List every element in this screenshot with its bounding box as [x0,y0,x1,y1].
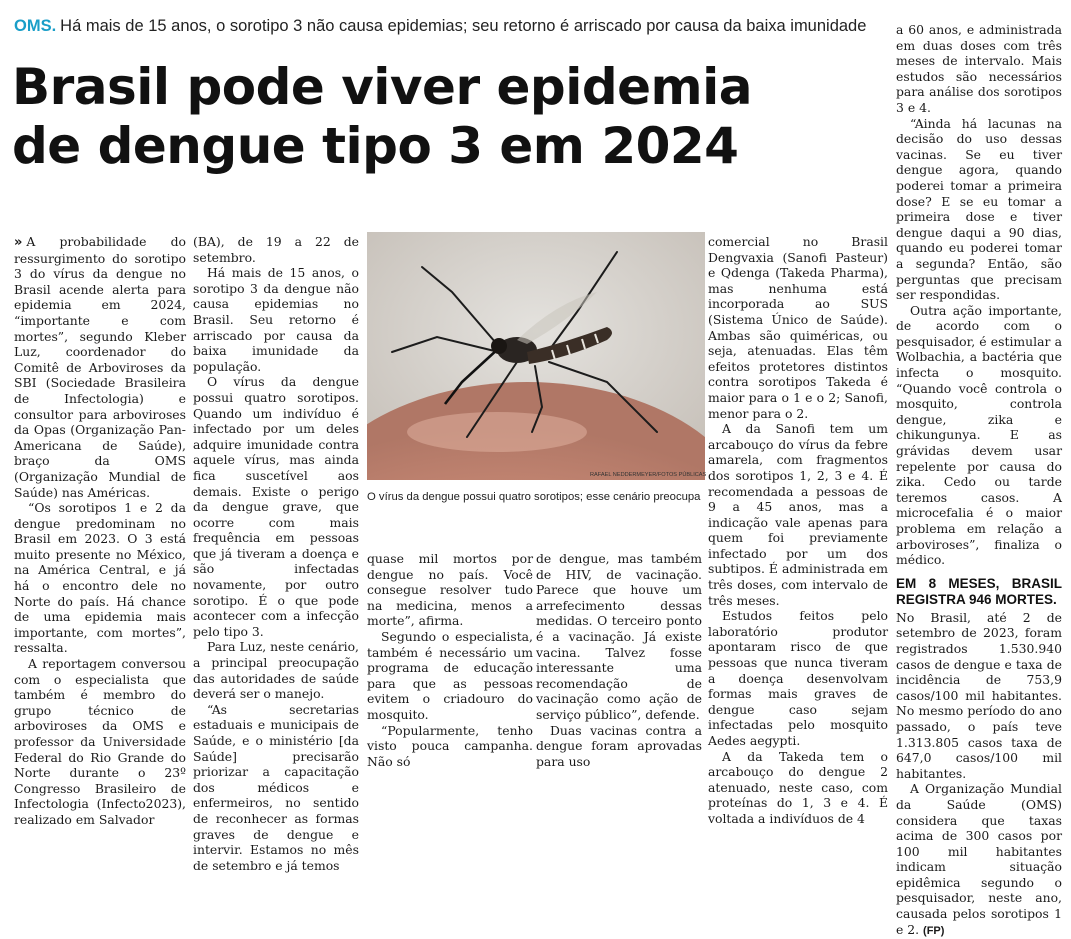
paragraph: de dengue, mas também de HIV, de vacinação. Parece que houve um arrefecimento dessas medidas. O terceiro ponto é a vacinação. Já existe vacina. Talvez fosse interessante uma recomendação de vacinação como ação de serviço público”, defende. [536,551,702,722]
paragraph: (BA), de 19 a 22 de setembro. [193,234,359,265]
article-column-6 [896,22,1062,939]
headline [12,58,892,176]
kicker [14,16,890,36]
article-column-5 [708,234,888,827]
paragraph: quase mil mortos por dengue no país. Você consegue resolver tudo na medicina, menos a morte”, afirma. [367,551,533,629]
paragraph: Duas vacinas contra a dengue foram aprovadas para uso [536,722,702,769]
kicker-text: Há mais de 15 anos, o sorotipo 3 não causa epidemias; seu retorno é arriscado por causa da baixa imunidade [60,17,867,35]
paragraph: A Organização Mundial da Saúde (OMS) considera que taxas acima de 300 casos por 100 mil habitantes indicam situação epidêmica segundo o pesquisador, neste ano, causada pelos sorotipos 1 e 2. (FP) [896,781,1062,937]
paragraph: No Brasil, até 2 de setembro de 2023, foram registrados 1.530.940 casos de dengue e taxa de incidência de 753,9 casos/100 mil habitantes. No mesmo período do ano passado, o país teve 1.313.805 casos taxa de 647,0 casos/100 mil habitantes. [896,609,1062,781]
paragraph: Outra ação importante, de acordo com o pesquisador, é estimular a Wolbachia, a bactéria que infecta o mosquito. “Quando você controla o mosquito, controla dengue, zika e chikungunya. E as grávidas devem usar repelente por causa do zika. Cedo ou tarde teremos casos. A microcefalia é o maior problema em relação a arboviroses”, finaliza o médico. [896,302,1062,568]
article-column-4 [536,551,702,769]
article-column-3 [367,551,533,769]
photo-caption: O vírus da dengue possui quatro sorotipos; esse cenário preocupa [367,491,701,503]
headline-line-1: Brasil pode viver epidemia [12,58,753,116]
paragraph: Há mais de 15 anos, o sorotipo 3 da dengue não causa epidemias no Brasil. Seu retorno é arriscado por causa da baixa imunidade da população. [193,265,359,374]
photo-credit: RAFAEL NEDDERMEYER/FOTOS PÚBLICAS [590,472,707,478]
paragraph: “Popularmente, tenho visto pouca campanha. Não só [367,722,533,769]
mosquito-photo [367,232,705,480]
paragraph: A da Takeda tem o arcabouço do dengue 2 atenuado, neste caso, com proteínas do 1, 3 e 4. É voltada a indivíduos de 4 [708,748,888,826]
subheading: EM 8 MESES, BRASIL REGISTRA 946 MORTES. [896,575,1062,607]
article-column-1 [14,234,186,828]
paragraph: A reportagem conversou com o especialista que também é membro do grupo técnico de arboviroses da OMS e professor da Universidade Federal do Rio Grande do Norte durante o 23º Congresso Brasileiro de Infectologia (Infecto2023), realizado em Salvador [14,656,186,827]
paragraph: “Ainda há lacunas na decisão do uso dessas vacinas. Se eu tiver dengue agora, quando poderei tomar a primeira dose? E se eu tomar a primeira dose e tiver dengue daqui a 90 dias, quando eu poderei tomar a segunda? Então, são perguntas que precisam ser respondidas. [896,115,1062,303]
paragraph: a 60 anos, e administrada em duas doses com três meses de intervalo. Mais estudos são necessários para análise dos sorotipos 3 e 4. [896,22,1062,115]
kicker-tag: OMS. [14,17,57,35]
mosquito-illustration [367,232,705,480]
paragraph: “As secretarias estaduais e municipais de Saúde, e o ministério [da Saúde] precisarão priorizar a capacitação dos médicos e enfermeiros, no sentido de reconhecer as formas graves de dengue e intervir. Estamos no mês de setembro e já temos [193,701,359,873]
article-column-2 [193,234,359,873]
paragraph: O vírus da dengue possui quatro sorotipos. Quando um indivíduo é infectado por um deles adquire imunidade contra aquele vírus, mas ainda fica suscetível aos demais. Existe o perigo da dengue grave, que ocorre com mais frequência em pessoas que já tiveram a doença e são infectadas novamente, por outro sorotipo. É o que pode acontecer com a infecção pelo tipo 3. [193,374,359,639]
paragraph: Estudos feitos pelo laboratório produtor apontaram risco de que pessoas que nunca tiveram a doença desenvolvam formas mais graves de dengue caso sejam infectadas pelo mosquito Aedes aegypti. [708,608,888,748]
lead-chevron-icon: » [14,235,23,250]
author-signature: (FP) [923,924,945,937]
headline-line-2: de dengue tipo 3 em 2024 [12,117,739,175]
paragraph: Para Luz, neste cenário, a principal preocupação das autoridades de saúde deverá ser o manejo. [193,639,359,702]
paragraph: A da Sanofi tem um arcabouço do vírus da febre amarela, com fragmentos dos sorotipos 1, 2, 3 e 4. É recomendada a pessoas de 9 a 45 anos, mas a indicação vale apenas para quem foi previamente infectado por um dos subtipos. É administrada em três doses, com intervalo de três meses. [708,421,888,608]
paragraph: “Os sorotipos 1 e 2 da dengue predominam no Brasil em 2023. O 3 está muito presente no México, na América Central, e já há o encontro dele no Norte do país. Há chance de uma epidemia mais importante, com mortes”, ressalta. [14,500,186,656]
paragraph: comercial no Brasil Dengvaxia (Sanofi Pasteur) e Qdenga (Takeda Pharma), mas nenhuma está incorporada ao SUS (Sistema Único de Saúde). Ambas são quiméricas, ou seja, atenuadas. Elas têm efeitos protetores distintos contra sorotipos Takeda é maior para o 1 e o 2; Sanofi, menor para o 2. [708,234,888,421]
paragraph: » A probabilidade do ressurgimento do sorotipo 3 do vírus da dengue no Brasil acende alerta para epidemia em 2024, “importante e com mortes”, segundo Kleber Luz, coordenador do Comitê de Arboviroses da SBI (Sociedade Brasileira de Infectologia) e consultor para arboviroses da Opas (Organização Pan-Americana de Saúde), braço da OMS (Organização Mundial de Saúde) nas Américas. [14,234,186,500]
paragraph: Segundo o especialista, também é necessário um programa de educação para que as pessoas evitem o criadouro do mosquito. [367,628,533,722]
